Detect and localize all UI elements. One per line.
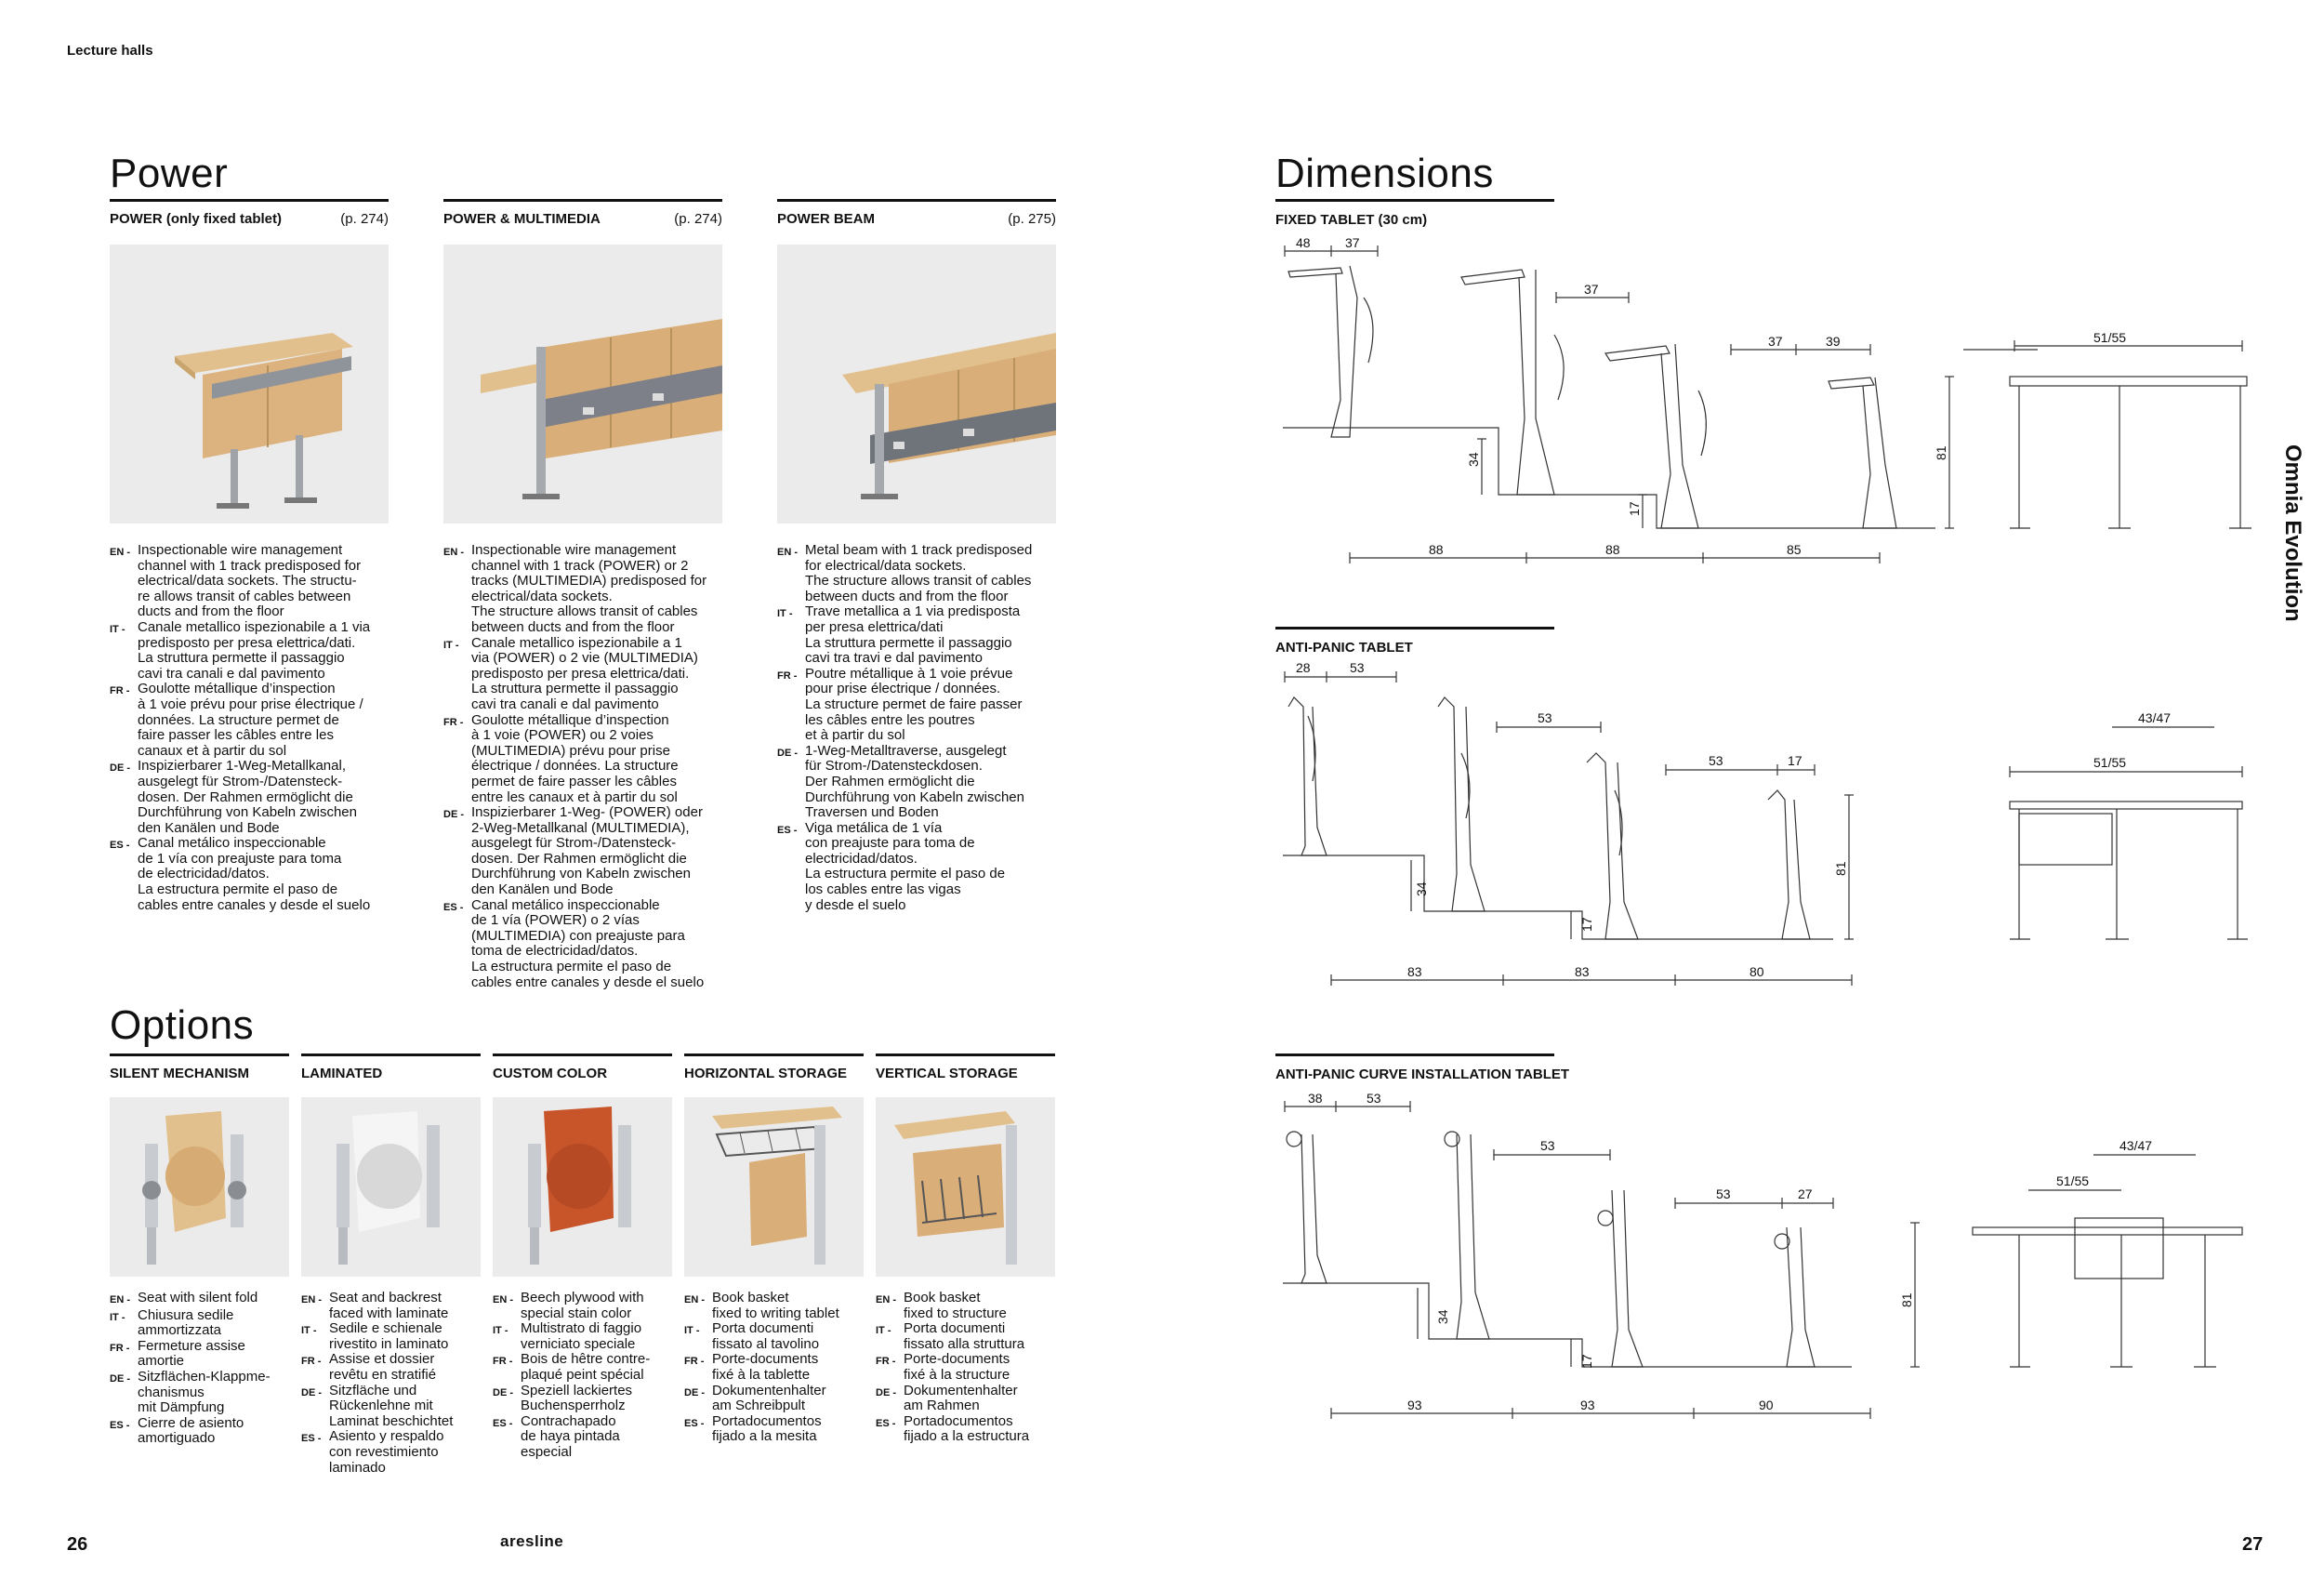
dim-17: 17	[1579, 917, 1594, 932]
dim-rule-fixed	[1275, 199, 1554, 202]
vertical-storage-photo	[876, 1097, 1055, 1277]
anti-panic-drawing	[1275, 660, 2261, 1004]
col-page: (p. 274)	[340, 211, 389, 227]
dim-51-55: 51/55	[2093, 755, 2127, 770]
dim-rule-anti	[1275, 627, 1554, 629]
dim-51-55: 51/55	[2056, 1173, 2090, 1188]
anti-panic-curve-label: ANTI-PANIC CURVE INSTALLATION TABLET	[1275, 1067, 1570, 1082]
fixed-tablet-drawing	[1275, 232, 2261, 576]
dim-37: 37	[1584, 282, 1599, 297]
power-col-3	[777, 199, 1056, 227]
dim-53: 53	[1716, 1186, 1731, 1201]
option-silent: SILENT MECHANISM	[110, 1054, 289, 1081]
dim-27: 27	[1798, 1186, 1813, 1201]
dim-53: 53	[1350, 660, 1365, 675]
fixed-tablet-label: FIXED TABLET (30 cm)	[1275, 212, 1428, 228]
dim-90: 90	[1759, 1398, 1774, 1412]
option-horizontal-storage: HORIZONTAL STORAGE	[684, 1054, 864, 1081]
dim-53: 53	[1709, 753, 1723, 768]
vertical-storage-desc: EN - Book basket fixed to structure IT - Porta documenti fissato alla struttura FR - Porte-documents fixé à la structure DE - Dokumentenhalter am Rahmen ES - Portadocumentos fijado a la estructura	[876, 1290, 1030, 1445]
custom-color-desc: EN - Beech plywood with special stain color IT - Multistrato di faggio verniciato speciale FR - Bois de hêtre contre- plaqué peint spécial DE - Speziell lackiertes Buchensperrholz ES - Contrachapado de haya pintada especial	[493, 1290, 651, 1460]
custom-color-photo	[493, 1097, 672, 1277]
col-title: POWER BEAM	[777, 211, 875, 227]
page-number-left: 26	[67, 1534, 88, 1555]
dim-93: 93	[1407, 1398, 1422, 1412]
dim-93: 93	[1580, 1398, 1595, 1412]
power-desc-2: EN - Inspectionable wire management channel with 1 track (POWER) or 2 tracks (MULTIMEDIA) predisposed for electrical/data sockets. The structure allows transit of cables between ducts and from the floor IT - Canale metallico ispezionabile a 1 via (POWER) o 2 vie (MULTIMEDIA) predisposto per presa elettrica/dati. La struttura permette il passaggio cavi tra canali e dal pavimento FR - Goulotte métallique d’inspection à 1 voie (POWER) ou 2 voies (MULTIMEDIA) prévu pour prise électrique / données. La structure permet de faire passer les câbles entre les canaux et à partir du sol DE - Inspizierbarer 1-Weg- (POWER) oder 2-Weg-Metallkanal (MULTIMEDIA), ausgelegt für Strom-/Datensteck- dosen. Der Rahmen ermöglicht die Durchführung von Kabeln zwischen den Kanälen und Bode ES - Canal metálico inspeccionable de 1 vía (POWER) o 2 vías (MULTIMEDIA) con preajuste para toma de electricidad/datos. La estructura permite el paso de cables entre canales y desde el suelo	[443, 542, 707, 990]
power-col-2	[443, 199, 722, 227]
horizontal-storage-photo	[684, 1097, 864, 1277]
dim-34: 34	[1435, 1309, 1450, 1324]
power-title: Power	[110, 151, 229, 196]
dim-17: 17	[1579, 1354, 1594, 1369]
dim-39: 39	[1826, 334, 1841, 349]
power-beam-photo	[777, 245, 1056, 523]
dim-53: 53	[1367, 1091, 1381, 1106]
dim-48: 48	[1296, 235, 1311, 250]
dim-83: 83	[1575, 964, 1590, 979]
laminated-desc: EN - Seat and backrest faced with laminate IT - Sedile e schienale rivestito in laminato FR - Assise et dossier revêtu en stratifié DE - Sitzfläche und Rückenlehne mit Laminat beschichtet ES - Asiento y respaldo con revestimiento laminado	[301, 1290, 454, 1476]
dim-85: 85	[1787, 542, 1802, 557]
dim-81: 81	[1899, 1292, 1914, 1307]
dim-rule-curve	[1275, 1054, 1554, 1056]
dim-28: 28	[1296, 660, 1311, 675]
option-custom-color: CUSTOM COLOR	[493, 1054, 672, 1081]
silent-desc: EN - Seat with silent fold IT - Chiusura sedile ammortizzata FR - Fermeture assise amortie DE - Sitzflächen-Klappme- chanismus mit Dämpfung ES - Cierre de asiento amortiguado	[110, 1290, 271, 1447]
power-desc-1: EN - Inspectionable wire management channel with 1 track predisposed for electrical/data sockets. The structu- re allows transit of cables between ducts and from the floor IT - Canale metallico ispezionabile a 1 via predisposto per presa elettrica/dati. La struttura permette il passaggio cavi tra canali e dal pavimento FR - Goulotte métallique d’inspection à 1 voie prévu pour prise électrique / données. La structure permet de faire passer les câbles entre les canaux et à partir du sol DE - Inspizierbarer 1-Weg-Metallkanal, ausgelegt für Strom-/Datensteck- dosen. Der Rahmen ermöglicht die Durchführung von Kabeln zwischen den Kanälen und Bode ES - Canal metálico inspeccionable de 1 vía con preajuste para toma de electricidad/datos. La estructura permite el paso de cables entre canales y desde el suelo	[110, 542, 371, 913]
horizontal-storage-desc: EN - Book basket fixed to writing tablet IT - Porta documenti fissato al tavolino FR - Porte-documents fixé à la tablette DE - Dokumentenhalter am Schreibpult ES - Portadocumentos fijado a la mesita	[684, 1290, 839, 1445]
power-photo	[110, 245, 389, 523]
dim-43-47: 43/47	[2138, 710, 2172, 725]
section-header: Lecture halls	[67, 43, 153, 59]
dim-83: 83	[1407, 964, 1422, 979]
dimensions-title: Dimensions	[1275, 151, 1494, 196]
dim-34: 34	[1414, 881, 1429, 896]
col-title: POWER (only fixed tablet)	[110, 211, 283, 227]
option-vertical-storage: VERTICAL STORAGE	[876, 1054, 1055, 1081]
side-caption: Omnia Evolution	[2280, 444, 2305, 622]
laminated-photo	[301, 1097, 481, 1277]
dim-53: 53	[1540, 1138, 1555, 1153]
anti-panic-curve-drawing	[1275, 1088, 2261, 1432]
dim-81: 81	[1833, 861, 1848, 876]
dim-17: 17	[1788, 753, 1802, 768]
dim-53: 53	[1538, 710, 1552, 725]
silent-photo	[110, 1097, 289, 1277]
dim-81: 81	[1934, 445, 1948, 460]
dim-88: 88	[1605, 542, 1620, 557]
dim-17: 17	[1627, 501, 1642, 516]
anti-panic-label: ANTI-PANIC TABLET	[1275, 640, 1413, 656]
col-page: (p. 275)	[1008, 211, 1056, 227]
options-title: Options	[110, 1002, 255, 1048]
dim-37: 37	[1345, 235, 1360, 250]
dim-37: 37	[1768, 334, 1783, 349]
power-multimedia-photo	[443, 245, 722, 523]
power-desc-3: EN - Metal beam with 1 track predisposed for electrical/data sockets. The structure allows transit of cables between ducts and from the floor IT - Trave metallica a 1 via predisposta per presa elettrica/dati La struttura permette il passaggio cavi tra travi e dal pavimento FR - Poutre métallique à 1 voie prévue pour prise électrique / données. La structure permet de faire passer les câbles entre les poutres et à partir du sol DE - 1-Weg-Metalltraverse, ausgelegt für Strom-/Datensteckdosen. Der Rahmen ermöglicht die Durchführung von Kabeln zwischen Traversen und Boden ES - Viga metálica de 1 vía con preajuste para toma de electricidad/datos. La estructura permite el paso de los cables entre las vigas y desde el suelo	[777, 542, 1033, 913]
dim-88: 88	[1429, 542, 1444, 557]
power-col-1	[110, 199, 389, 227]
dim-80: 80	[1750, 964, 1764, 979]
dim-34: 34	[1466, 452, 1481, 467]
option-laminated: LAMINATED	[301, 1054, 481, 1081]
col-page: (p. 274)	[674, 211, 722, 227]
dim-43-47: 43/47	[2119, 1138, 2153, 1153]
col-title: POWER & MULTIMEDIA	[443, 211, 601, 227]
page-number-right: 27	[2242, 1534, 2264, 1555]
dim-51-55: 51/55	[2093, 330, 2127, 345]
brand-logo: aresline	[500, 1532, 564, 1550]
dim-38: 38	[1308, 1091, 1323, 1106]
